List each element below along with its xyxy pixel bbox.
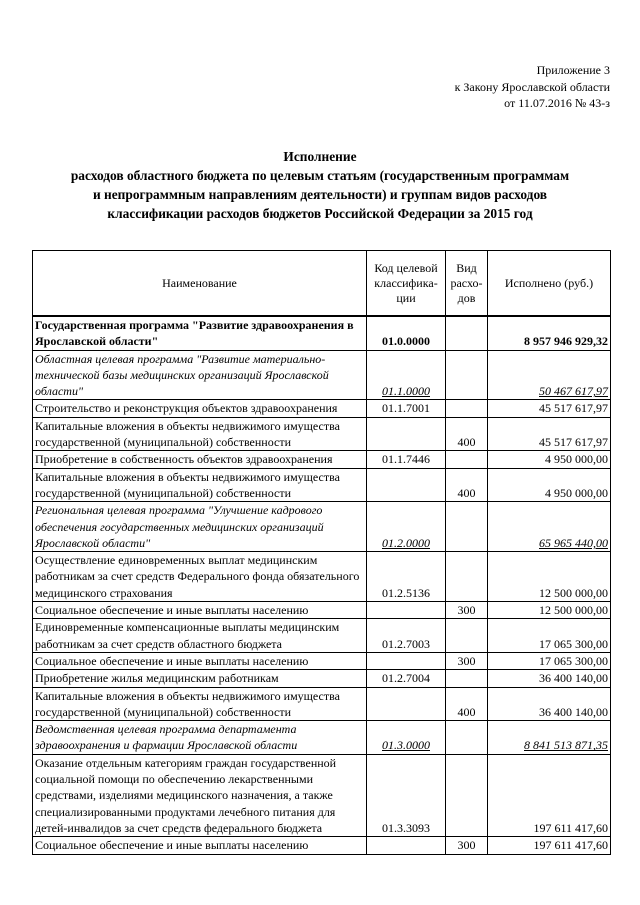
row-code: 01.1.7446 — [367, 451, 446, 468]
table-row — [33, 417, 611, 451]
table-row — [33, 670, 611, 687]
row-code: 01.1.0000 — [367, 350, 446, 400]
table-body — [33, 316, 611, 854]
row-name: Областная целевая программа "Развитие материально-технической базы медицинских организаций Ярославской области" — [33, 350, 367, 400]
title-line-2: расходов областного бюджета по целевым статьям (государственным программам — [70, 168, 570, 183]
row-type: 400 — [446, 687, 488, 721]
row-code: 01.0.0000 — [367, 316, 446, 350]
row-code: 01.1.7001 — [367, 400, 446, 417]
row-type — [446, 670, 488, 687]
row-code — [367, 652, 446, 669]
row-type — [446, 619, 488, 653]
row-code — [367, 602, 446, 619]
row-amount: 65 965 440,00 — [488, 502, 611, 552]
row-name: Ведомственная целевая программа департамента здравоохранения и фармации Ярославской области — [33, 721, 367, 755]
row-type — [446, 316, 488, 350]
table-row — [33, 468, 611, 502]
table-row — [33, 451, 611, 468]
row-name: Осуществление единовременных выплат медицинским работникам за счет средств Федерального фонда обязательного медицинского страхования — [33, 552, 367, 602]
row-name: Социальное обеспечение и иные выплаты населению — [33, 652, 367, 669]
row-code: 01.3.3093 — [367, 754, 446, 836]
appendix-law: к Закону Ярославской области — [454, 79, 610, 94]
row-name: Капитальные вложения в объекты недвижимого имущества государственной (муниципальной) собственности — [33, 687, 367, 721]
row-name: Приобретение в собственность объектов здравоохранения — [33, 451, 367, 468]
title-line-3: и непрограммным направлениям деятельности) и группам видов расходов — [92, 187, 548, 202]
row-amount: 12 500 000,00 — [488, 602, 611, 619]
row-amount: 12 500 000,00 — [488, 552, 611, 602]
row-type — [446, 451, 488, 468]
row-code: 01.2.0000 — [367, 502, 446, 552]
row-code — [367, 687, 446, 721]
table-row — [33, 619, 611, 653]
table-row — [33, 316, 611, 350]
row-type: 300 — [446, 837, 488, 854]
row-type: 400 — [446, 468, 488, 502]
row-amount: 197 611 417,60 — [488, 837, 611, 854]
appendix-date: от 11.07.2016 № 43-з — [504, 96, 610, 110]
row-amount: 50 467 617,97 — [488, 350, 611, 400]
row-type: 300 — [446, 602, 488, 619]
table-row — [33, 721, 611, 755]
row-name: Оказание отдельным категориям граждан государственной социальной помощи по обеспечению лекарственными средствами, изделиями медицинского назначения, а также специализированными продуктами лечебного питания для детей-инвалидов за счет средств федерального бюджета — [33, 754, 367, 836]
row-amount: 17 065 300,00 — [488, 619, 611, 653]
row-code: 01.2.7003 — [367, 619, 446, 653]
row-code — [367, 417, 446, 451]
header-amount: Исполнено (руб.) — [488, 251, 611, 317]
row-name: Капитальные вложения в объекты недвижимого имущества государственной (муниципальной) собственности — [33, 468, 367, 502]
table-row — [33, 552, 611, 602]
table-row — [33, 502, 611, 552]
table-row — [33, 837, 611, 854]
row-name: Региональная целевая программа "Улучшение кадрового обеспечения государственных медицинских организаций Ярославской области" — [33, 502, 367, 552]
appendix-reference — [455, 62, 610, 112]
appendix-number: Приложение 3 — [536, 63, 610, 77]
row-code: 01.2.5136 — [367, 552, 446, 602]
row-type — [446, 754, 488, 836]
row-type — [446, 400, 488, 417]
row-amount: 4 950 000,00 — [488, 451, 611, 468]
row-name: Социальное обеспечение и иные выплаты населению — [33, 837, 367, 854]
document-title — [20, 147, 620, 223]
title-line-1: Исполнение — [283, 149, 357, 164]
row-code: 01.2.7004 — [367, 670, 446, 687]
table-row — [33, 602, 611, 619]
row-name: Социальное обеспечение и иные выплаты населению — [33, 602, 367, 619]
row-type — [446, 502, 488, 552]
budget-table — [32, 250, 611, 855]
row-amount: 4 950 000,00 — [488, 468, 611, 502]
table-header-row — [33, 251, 611, 317]
row-amount: 36 400 140,00 — [488, 687, 611, 721]
row-type: 400 — [446, 417, 488, 451]
table-row — [33, 687, 611, 721]
title-line-4: классификации расходов бюджетов Российской Федерации за 2015 год — [107, 206, 533, 221]
row-code: 01.3.0000 — [367, 721, 446, 755]
row-name: Строительство и реконструкция объектов здравоохранения — [33, 400, 367, 417]
row-amount: 45 517 617,97 — [488, 417, 611, 451]
row-name: Государственная программа "Развитие здравоохранения в Ярославской области" — [33, 316, 367, 350]
row-type — [446, 552, 488, 602]
table-row — [33, 400, 611, 417]
header-type: Вид расхо-дов — [446, 251, 488, 317]
row-amount: 45 517 617,97 — [488, 400, 611, 417]
row-amount: 8 957 946 929,32 — [488, 316, 611, 350]
header-name: Наименование — [33, 251, 367, 317]
row-amount: 36 400 140,00 — [488, 670, 611, 687]
row-amount: 8 841 513 871,35 — [488, 721, 611, 755]
row-code — [367, 468, 446, 502]
header-code: Код целевой классифика-ции — [367, 251, 446, 317]
row-name: Единовременные компенсационные выплаты медицинским работникам за счет средств областного бюджета — [33, 619, 367, 653]
row-type — [446, 350, 488, 400]
row-amount: 17 065 300,00 — [488, 652, 611, 669]
table-row — [33, 754, 611, 836]
row-amount: 197 611 417,60 — [488, 754, 611, 836]
row-type — [446, 721, 488, 755]
table-row — [33, 652, 611, 669]
row-code — [367, 837, 446, 854]
row-name: Капитальные вложения в объекты недвижимого имущества государственной (муниципальной) собственности — [33, 417, 367, 451]
row-type: 300 — [446, 652, 488, 669]
row-name: Приобретение жилья медицинским работникам — [33, 670, 367, 687]
table-row — [33, 350, 611, 400]
